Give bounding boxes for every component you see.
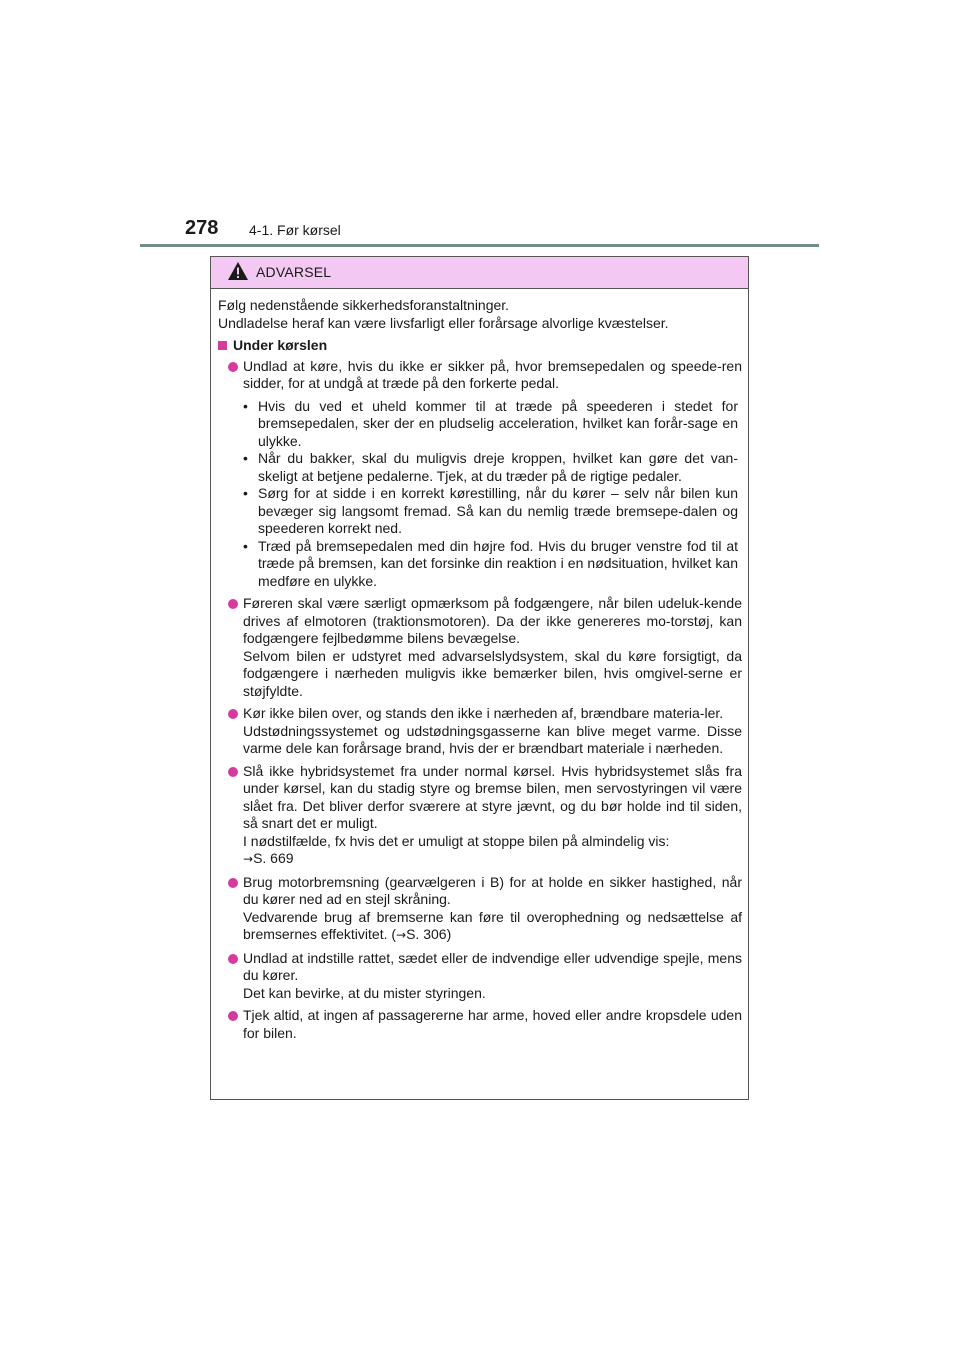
item-text: Undlad at indstille rattet, sædet eller de indvendige eller udvendige spejle, mens du kører. <box>243 949 742 983</box>
item-text: I nødstilfælde, fx hvis det er umuligt at stoppe bilen på almindelig vis: <box>243 832 670 849</box>
arrow-right-icon: → <box>243 852 254 866</box>
warning-header <box>211 257 748 289</box>
item-text: Tjek altid, at ingen af passagererne har arme, hoved eller andre kropsdele uden for bilen. <box>243 1007 742 1041</box>
intro-line: Følg nedenstående sikkerhedsforanstaltninger. <box>218 297 510 313</box>
item-text: Slå ikke hybridsystemet fra under normal kørsel. Hvis hybridsystemet slås fra under kørsel, kan du stadig styre og bremse bilen, men servostyringen vil være slået fra. Det bliver derfor sværere at styre jævnt, og du bør holde ind til siden, så snart det er muligt. <box>243 762 742 831</box>
circle-bullet-icon <box>228 878 238 888</box>
warning-title: ADVARSEL <box>256 264 332 280</box>
page-reference: →S. 669 <box>243 850 294 866</box>
header-rule <box>140 244 819 247</box>
warning-item <box>218 950 742 1003</box>
item-text: Undlad at køre, hvis du ikke er sikker på, hvor bremsepedalen og speede-ren sidder, for at undgå at træde på den forkerte pedal. <box>243 357 742 391</box>
warning-item <box>218 763 742 869</box>
sub-list-item: • Når du bakker, skal du muligvis dreje kroppen, hvilket kan gøre det van-skeligt at betjene pedalerne. Tjek, at du træder på de rigtige pedaler. <box>243 450 738 484</box>
warning-triangle-icon <box>227 261 249 281</box>
circle-bullet-icon <box>228 709 238 719</box>
sub-list-item: • Træd på bremsepedalen med din højre fod. Hvis du bruger venstre fod til at træde på bremsen, kan det forsinke din reaktion i en nødsituation, hvilket kan medføre en ulykke. <box>243 537 738 589</box>
warning-item <box>218 874 742 945</box>
intro-line: Undladelse heraf kan være livsfarligt eller forårsage alvorlige kvæstelser. <box>218 314 669 331</box>
item-text: Vedvarende brug af bremserne kan føre til overophedning og nedsættelse af bremsernes effektivitet. (→S. 306) <box>243 908 742 942</box>
sub-list-item: • Hvis du ved et uheld kommer til at træde på speederen i stedet for bremsepedalen, sker der en pludselig acceleration, hvilket kan forår-sage en ulykke. <box>243 397 738 449</box>
square-bullet-icon <box>218 341 227 350</box>
item-text: Udstødningssystemet og udstødningsgasserne kan blive meget varme. Disse varme dele kan forårsage brand, hvis der er brændbart materiale i nærheden. <box>243 722 742 756</box>
subheading-text: Under kørslen <box>233 337 328 353</box>
sub-list-item: • Sørg for at sidde i en korrekt kørestilling, når du kører – selv når bilen kun bevæger sig langsomt fremad. Så kan du nemlig træde bremsepe-dalen og speederen korrekt ned. <box>243 485 738 536</box>
item-text: Føreren skal være særligt opmærksom på fodgængere, når bilen udeluk-kende drives af elmotoren (traktionsmotoren). Da der ikke genereres mo-torstøj, kan fodgængere fejlbedømme bilens bevægelse. <box>243 595 742 646</box>
sub-list <box>243 398 742 591</box>
item-text: Brug motorbremsning (gearvælgeren i B) for at holde en sikker hastighed, når du kører ned ad en stejl skråning. <box>243 873 742 907</box>
circle-bullet-icon <box>228 362 238 372</box>
section-title: 4-1. Før kørsel <box>249 222 341 238</box>
warning-item <box>218 595 742 700</box>
circle-bullet-icon <box>228 954 238 964</box>
subheading <box>218 337 742 355</box>
page-header <box>185 216 819 246</box>
circle-bullet-icon <box>228 767 238 777</box>
circle-bullet-icon <box>228 599 238 609</box>
warning-item <box>218 358 742 591</box>
circle-bullet-icon <box>228 1011 238 1021</box>
item-text: Selvom bilen er udstyret med advarselslydsystem, skal du køre forsigtigt, da fodgængere i nærheden muligvis ikke bemærker bilen, hvis omgivel-serne er støjfyldte. <box>243 647 742 699</box>
item-text: Det kan bevirke, at du mister styringen. <box>243 984 486 1001</box>
page-number: 278 <box>185 217 219 239</box>
warning-item <box>218 1007 742 1042</box>
warning-intro <box>218 297 742 332</box>
warning-body <box>211 289 748 1042</box>
item-text: Kør ikke bilen over, og stands den ikke i nærheden af, brændbare materia-ler. <box>243 705 724 721</box>
warning-item <box>218 705 742 758</box>
arrow-right-icon: → <box>396 928 407 942</box>
warning-box <box>210 256 749 1100</box>
